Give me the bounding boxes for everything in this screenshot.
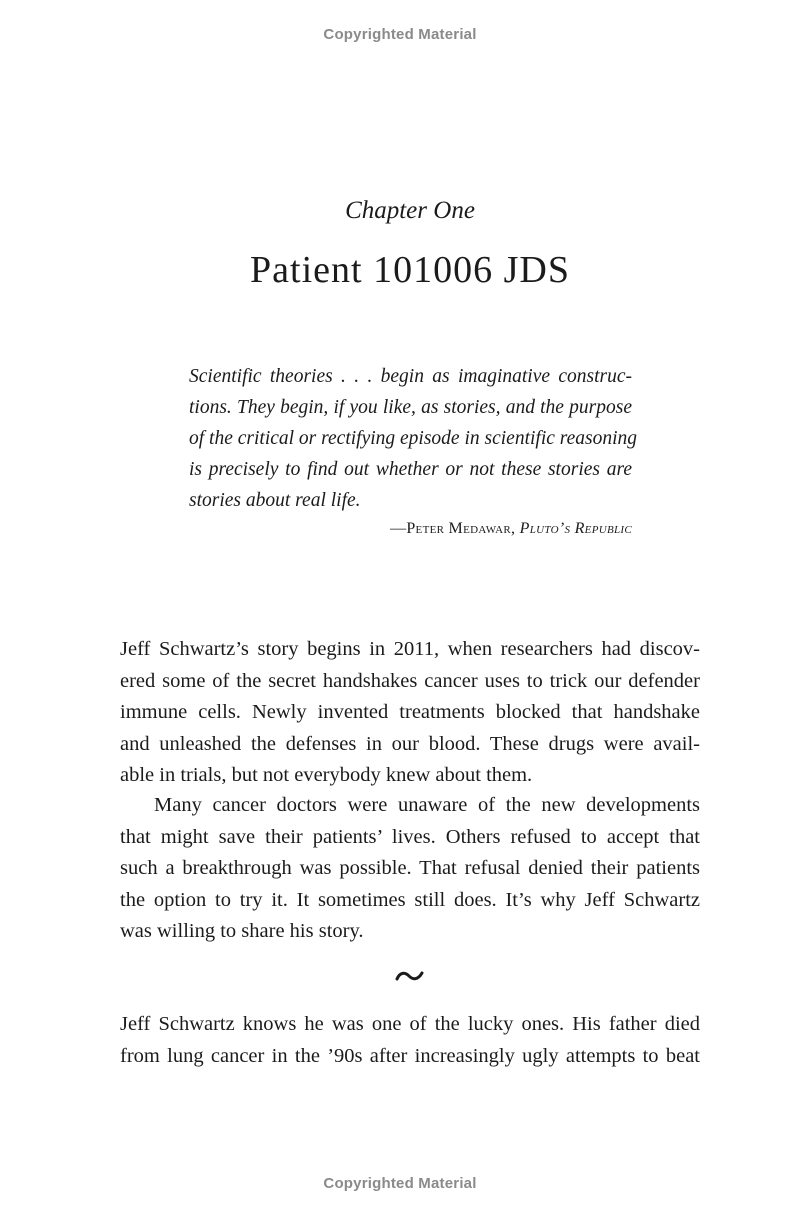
section-break-swash-icon <box>394 966 426 986</box>
body-line: that might save their patients’ lives. Others refused to accept that <box>120 825 700 848</box>
chapter-label: Chapter One <box>345 197 475 224</box>
epigraph-line: stories about real life. <box>189 490 361 511</box>
body-paragraph-3 <box>120 1009 700 1072</box>
body-line: Jeff Schwartz knows he was one of the lucky ones. His father died <box>120 1013 700 1035</box>
body-paragraph-1 <box>120 634 700 792</box>
body-paragraph-2 <box>120 790 700 948</box>
copyright-watermark-bottom: Copyrighted Material <box>323 1175 477 1192</box>
copyright-watermark-top: Copyrighted Material <box>323 26 477 43</box>
attribution-author: —Peter Medawar, <box>390 520 516 537</box>
body-line: immune cells. Newly invented treatments blocked that handshake <box>120 701 700 723</box>
body-line: the option to try it. It sometimes still does. It’s why Jeff Schwartz <box>120 888 700 911</box>
epigraph-attribution <box>300 520 632 538</box>
epigraph-line: tions. They begin, if you like, as stories, and the purpose <box>189 397 632 418</box>
chapter-title: Patient 101006 JDS <box>250 249 570 291</box>
body-line: and unleashed the defenses in our blood. These drugs were avail- <box>120 732 700 755</box>
epigraph-line: Scientific theories . . . begin as imaginative construc- <box>189 366 632 387</box>
attribution-work: Pluto’s Republic <box>519 520 632 537</box>
body-line: from lung cancer in the ’90s after increasingly ugly attempts to beat <box>120 1044 700 1067</box>
body-line: ered some of the secret handshakes cancer uses to trick our defender <box>120 669 700 692</box>
body-line: Many cancer doctors were unaware of the new developments <box>154 794 700 816</box>
body-line: Jeff Schwartz’s story begins in 2011, when researchers had discov- <box>120 638 700 660</box>
body-line: able in trials, but not everybody knew about them. <box>120 764 533 786</box>
epigraph-line: is precisely to find out whether or not these stories are <box>189 459 632 480</box>
body-line: such a breakthrough was possible. That refusal denied their patients <box>120 857 700 879</box>
epigraph <box>189 361 638 516</box>
epigraph-line: of the critical or rectifying episode in scientific reasoning <box>189 428 638 449</box>
body-line: was willing to share his story. <box>120 920 364 942</box>
